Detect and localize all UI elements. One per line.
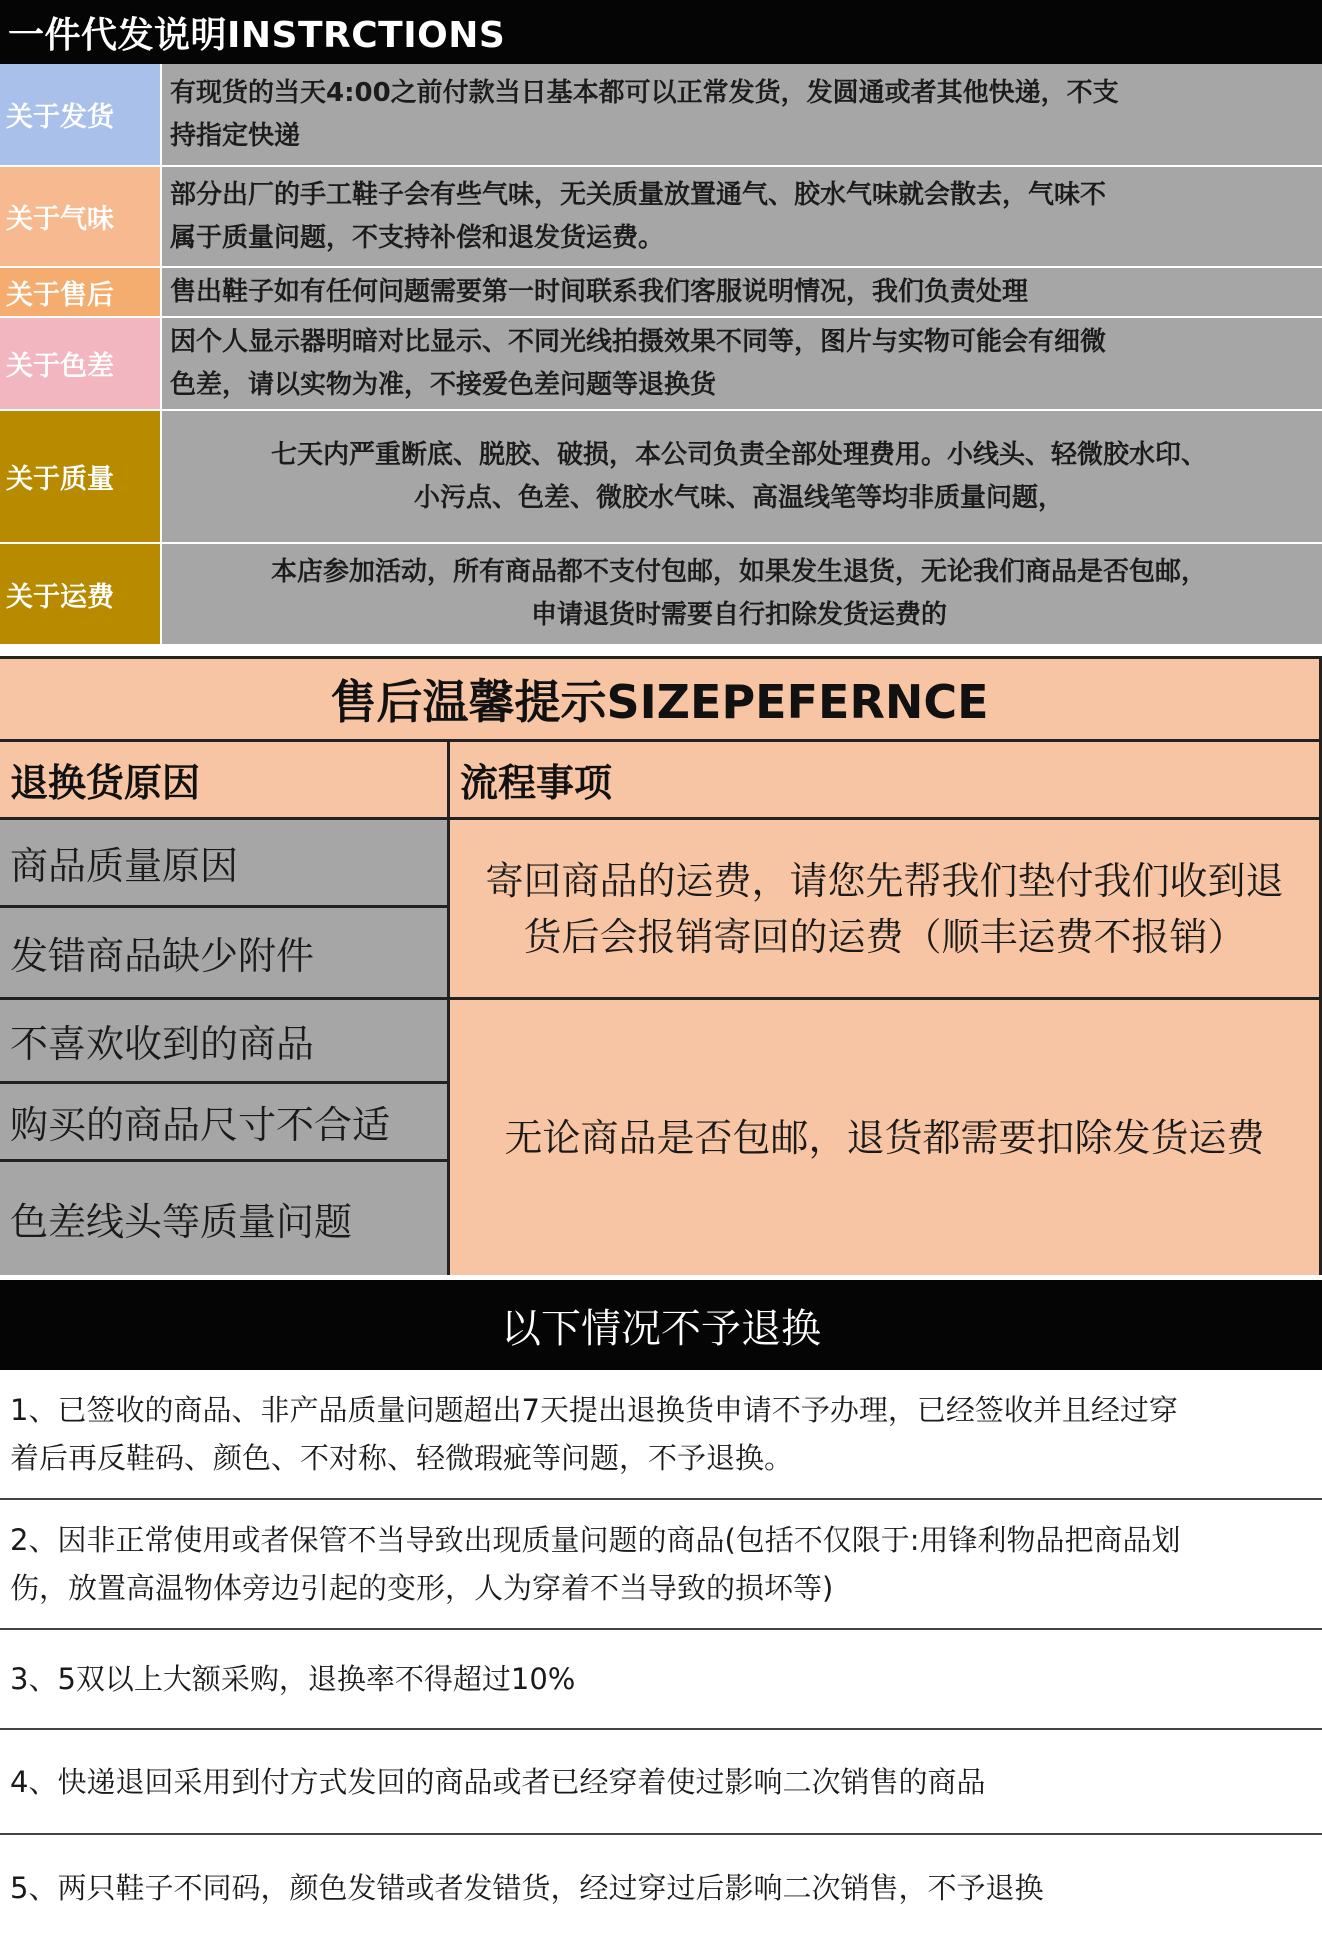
after-sales-title: 售后温馨提示SIZEPEFERNCE [0, 656, 1319, 742]
column-header-process: 流程事项 [460, 760, 613, 805]
text-line: 伤，放置高温物体旁边引起的变形，人为穿着不当导致的损坏等) [10, 1571, 834, 1605]
instruction-label: 关于发货 [0, 64, 162, 165]
instructions-section [0, 0, 1322, 644]
reason-cell: 色差线头等质量问题 [10, 1200, 353, 1244]
instruction-row-color-difference [0, 318, 1322, 411]
reason-cell: 商品质量原因 [0, 820, 447, 908]
section-gap [0, 644, 1322, 656]
text-line: 小污点、色差、微胶水气味、高温线笔等均非质量问题， [413, 482, 1064, 513]
process-cell [450, 1000, 1319, 1275]
no-return-item [0, 1630, 1322, 1730]
instruction-text [162, 64, 1322, 165]
text-line: 5、两只鞋子不同码，颜色发错或者发错货，经过穿过后影响二次销售，不予退换 [10, 1870, 1044, 1905]
no-return-title: 以下情况不予退换 [0, 1280, 1322, 1370]
text-line: 申请退货时需要自行扣除发货运费的 [530, 600, 947, 630]
text-line: 无论商品是否包邮，退货都需要扣除发货运费 [504, 1115, 1265, 1160]
text-line: 属于质量问题，不支持补偿和退发货运费。 [170, 222, 665, 253]
text-line: 有现货的当天4:00之前付款当日基本都可以正常发货，发圆通或者其他快递，不支 [170, 77, 1119, 108]
text-line: 4、快递退回采用到付方式发回的商品或者已经穿着使过影响二次销售的商品 [10, 1764, 986, 1799]
after-sales-group [0, 1000, 1319, 1275]
no-return-item [0, 1835, 1322, 1940]
instruction-label: 关于气味 [0, 167, 162, 266]
no-return-item [0, 1500, 1322, 1630]
instruction-row-smell [0, 167, 1322, 268]
reason-list [0, 820, 450, 997]
instruction-row-quality [0, 411, 1322, 544]
instructions-title: 一件代发说明INSTRCTIONS [0, 0, 1322, 64]
reason-list [0, 1000, 450, 1275]
reason-cell: 发错商品缺少附件 [10, 934, 315, 978]
text-line: 2、因非正常使用或者保管不当导致出现质量问题的商品(包括不仅限于:用锋利物品把商品划 [10, 1523, 1181, 1557]
text-line: 3、5双以上大额采购，退换率不得超过10% [10, 1662, 576, 1696]
no-return-section [0, 1280, 1322, 1940]
text-line: 售出鞋子如有任何问题需要第一时间联系我们客服说明情况，我们负责处理 [170, 276, 1029, 307]
instruction-label: 关于质量 [0, 411, 162, 542]
instruction-row-freight [0, 544, 1322, 644]
instruction-label: 关于运费 [0, 544, 162, 644]
after-sales-section [0, 656, 1322, 1275]
instruction-text [162, 268, 1322, 316]
after-sales-group [0, 820, 1319, 1000]
instruction-text [162, 411, 1322, 542]
text-line: 货后会报销寄回的运费（顺丰运费不报销） [523, 914, 1246, 959]
no-return-item [0, 1370, 1322, 1500]
text-line: 部分出厂的手工鞋子会有些气味，无关质量放置通气、胶水气味就会散去，气味不 [170, 179, 1107, 210]
instruction-text [162, 544, 1322, 644]
text-line: 七天内严重断底、脱胶、破损，本公司负责全部处理费用。小线头、轻微胶水印、 [270, 439, 1207, 470]
instruction-row-shipping [0, 64, 1322, 167]
text-line: 本店参加活动，所有商品都不支付包邮，如果发生退货，无论我们商品是否包邮， [270, 557, 1207, 587]
after-sales-header-row [0, 742, 1319, 820]
instruction-label: 关于色差 [0, 318, 162, 409]
no-return-item [0, 1730, 1322, 1835]
text-line: 持指定快递 [170, 120, 301, 151]
instruction-text [162, 318, 1322, 409]
text-line: 色差，请以实物为准，不接爱色差问题等退换货 [170, 369, 717, 400]
instruction-label: 关于售后 [0, 268, 162, 316]
process-cell [450, 820, 1319, 997]
text-line: 因个人显示器明暗对比显示、不同光线拍摄效果不同等，图片与实物可能会有细微 [170, 326, 1107, 357]
column-header-reason: 退换货原因 [0, 742, 450, 817]
reason-cell: 不喜欢收到的商品 [0, 1000, 447, 1084]
text-line: 着后再反鞋码、颜色、不对称、轻微瑕疵等问题，不予退换。 [10, 1441, 794, 1475]
text-line: 1、已签收的商品、非产品质量问题超出7天提出退换货申请不予办理，已经签收并且经过穿 [10, 1393, 1178, 1427]
reason-cell: 购买的商品尺寸不合适 [0, 1084, 447, 1162]
text-line: 寄回商品的运费，请您先帮我们垫付我们收到退 [485, 858, 1284, 903]
instruction-row-aftersales [0, 268, 1322, 318]
instruction-text [162, 167, 1322, 266]
